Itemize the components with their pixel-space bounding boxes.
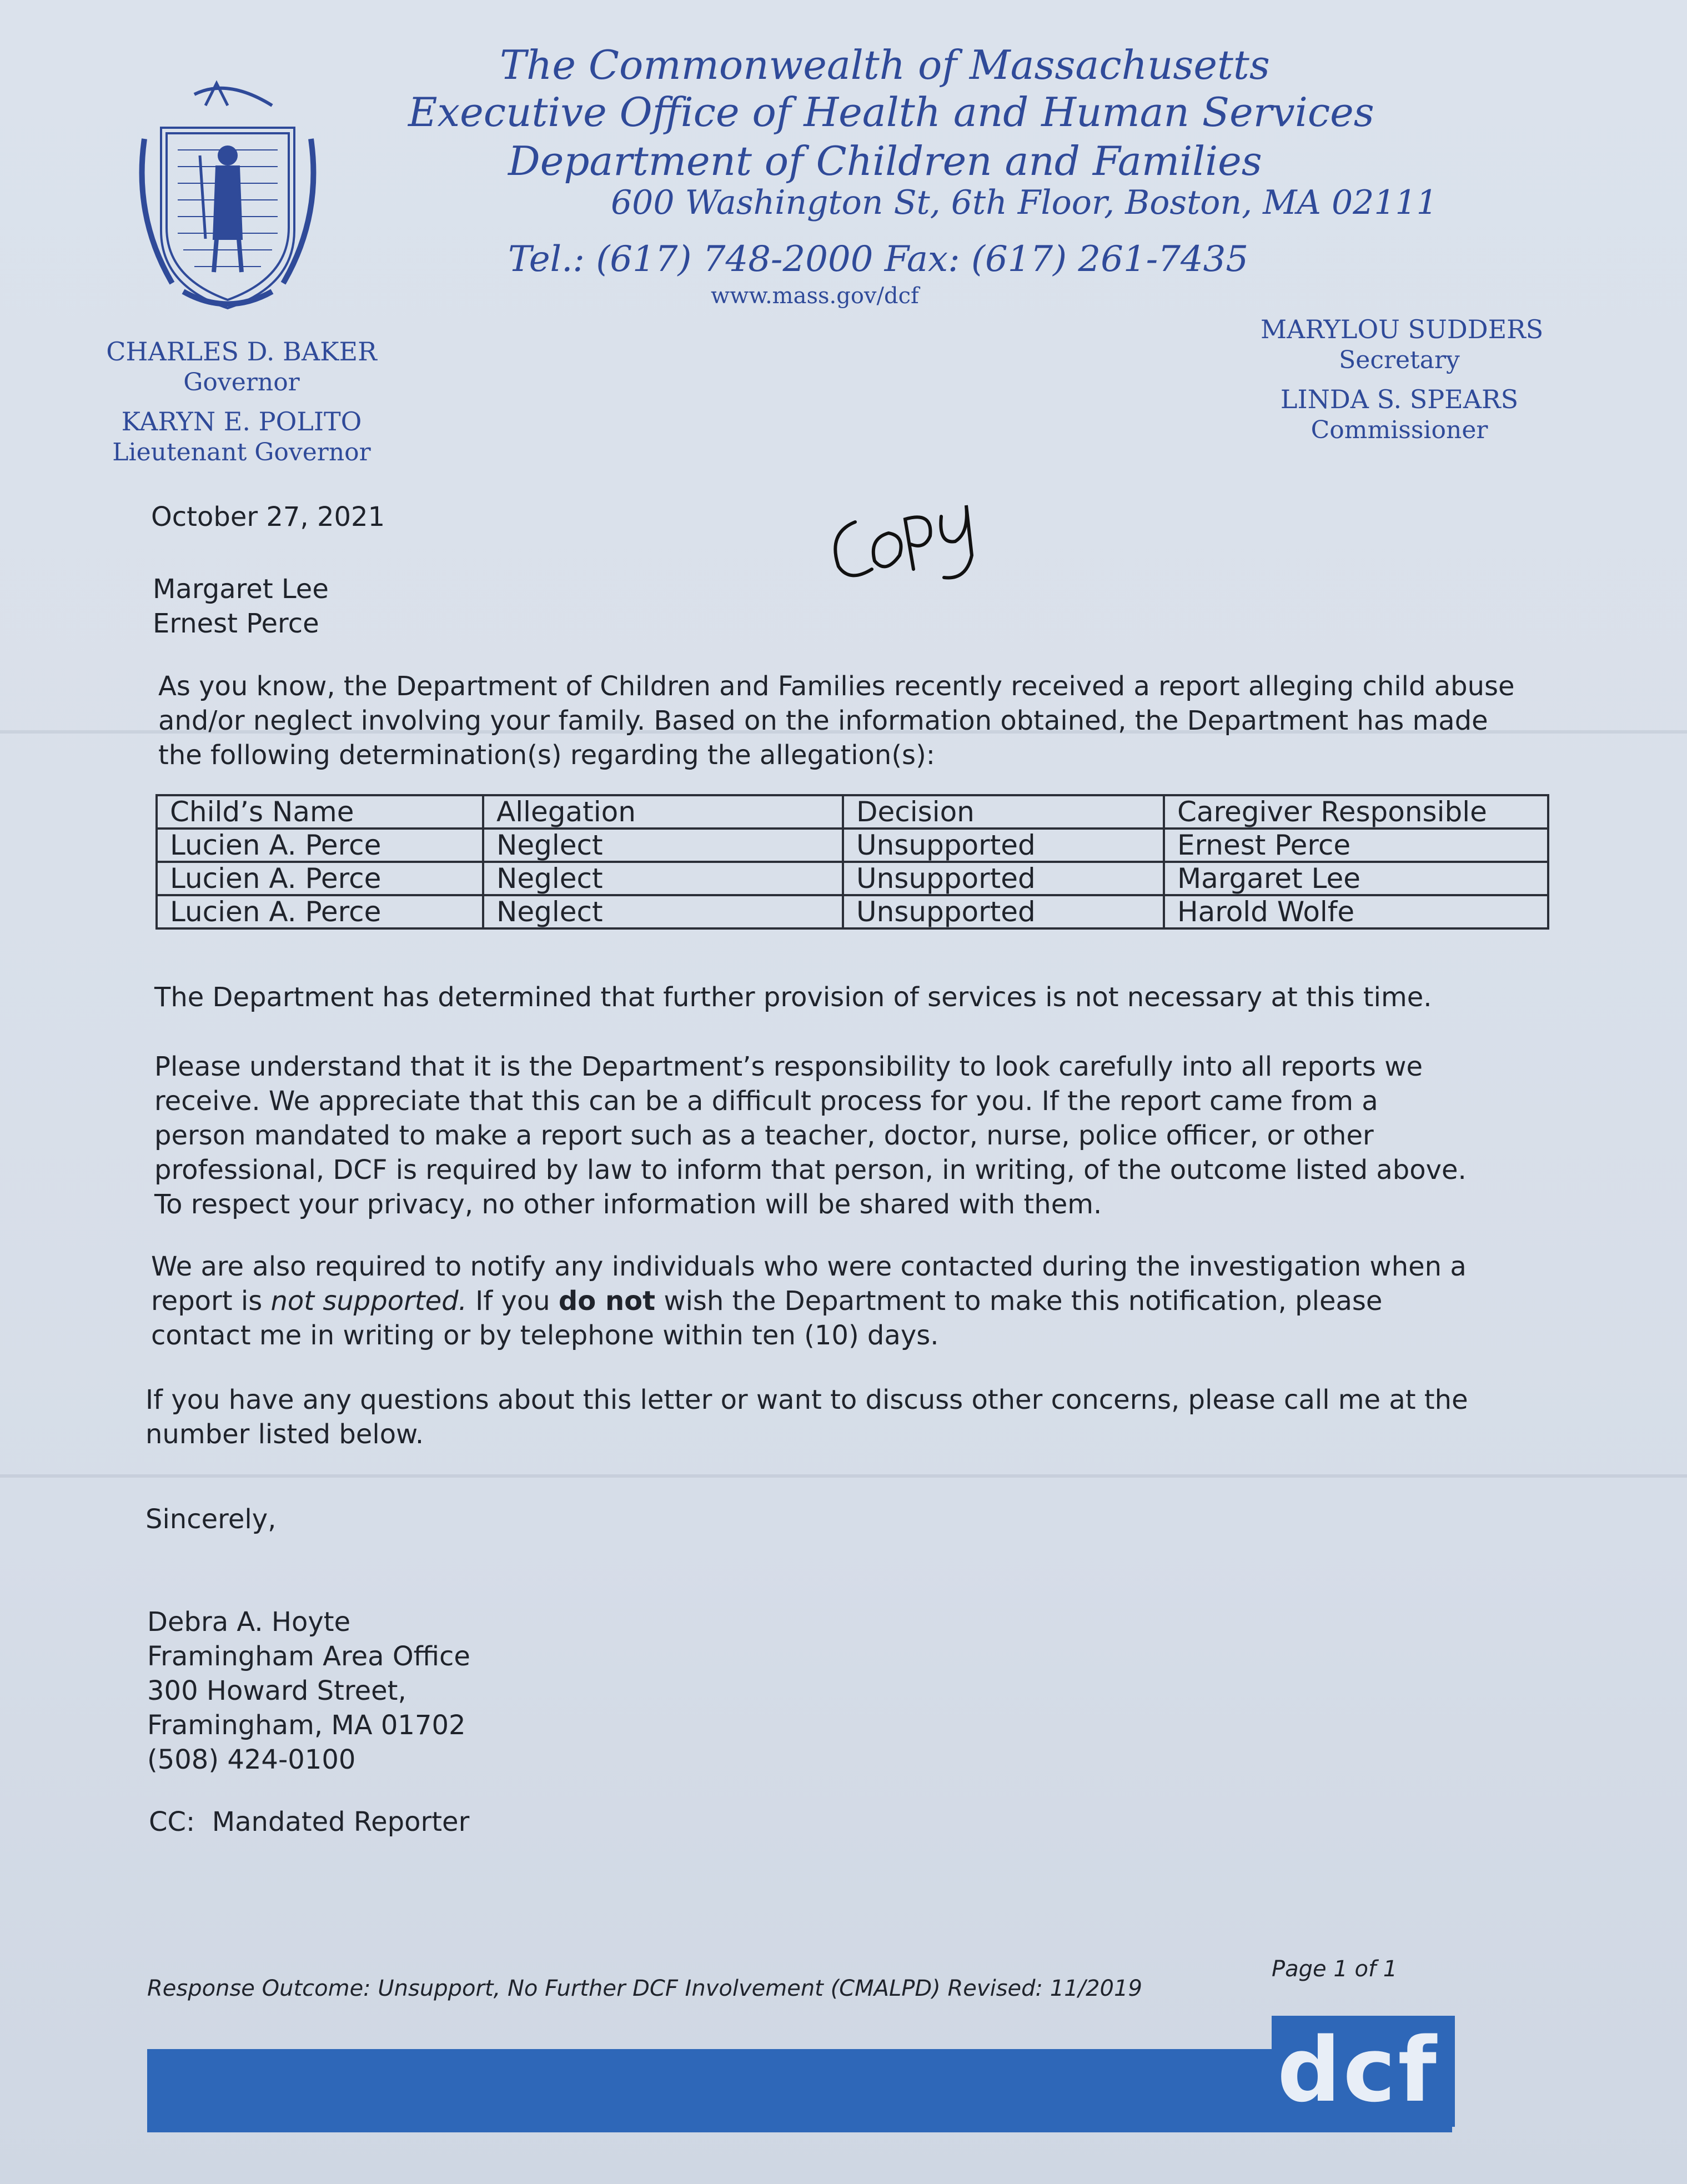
intro-paragraph xyxy=(158,669,1547,772)
table-cell: Neglect xyxy=(483,829,843,862)
official-title: Governor xyxy=(183,368,300,396)
column-header: Decision xyxy=(843,795,1164,829)
signature-line: 300 Howard Street, xyxy=(147,1675,406,1706)
left-officials xyxy=(106,336,378,468)
table-cell: Neglect xyxy=(483,895,843,928)
allegation-table xyxy=(155,794,1549,930)
official-title: Secretary xyxy=(1339,346,1460,374)
closing: Sincerely, xyxy=(145,1504,277,1535)
paragraph-line: professional, DCF is required by law to inform that person, in writing, of the outcome listed above. xyxy=(154,1154,1467,1186)
header-department: Department of Children and Families xyxy=(508,138,1262,184)
table-cell: Lucien A. Perce xyxy=(157,862,483,895)
table-cell: Unsupported xyxy=(843,895,1164,928)
table-header-row xyxy=(157,795,1548,829)
recipient: Margaret Lee xyxy=(153,574,329,605)
table-cell: Neglect xyxy=(483,862,843,895)
paper-fold xyxy=(0,1474,1687,1478)
recipient: Ernest Perce xyxy=(153,608,319,639)
table-cell: Unsupported xyxy=(843,862,1164,895)
paragraph-line xyxy=(151,1284,1539,1318)
paragraph-line: receive. We appreciate that this can be a difficult process for you. If the report came from a xyxy=(154,1086,1378,1117)
signature-line: Debra A. Hoyte xyxy=(147,1606,351,1638)
official-name: CHARLES D. BAKER xyxy=(106,337,377,366)
signature-line: (508) 424-0100 xyxy=(147,1744,356,1775)
official-title: Lieutenant Governor xyxy=(112,438,371,466)
table-cell: Lucien A. Perce xyxy=(157,895,483,928)
table-row xyxy=(157,895,1548,928)
official-name: KARYN E. POLITO xyxy=(121,406,362,436)
italic-span: not supported. xyxy=(270,1286,467,1317)
footer-outcome: Response Outcome: Unsupport, No Further DCF Involvement (CMALPD) Revised: 11/2019 xyxy=(147,1976,1142,2001)
header-executive-office: Executive Office of Health and Human Services xyxy=(408,89,1374,135)
paragraph-line: Please understand that it is the Department’s responsibility to look carefully into all reports we xyxy=(154,1051,1423,1082)
paragraph-line: number listed below. xyxy=(145,1419,424,1450)
paragraph-line: contact me in writing or by telephone within ten (10) days. xyxy=(151,1320,939,1351)
footer-page: Page 1 of 1 xyxy=(1272,1956,1398,1982)
notification-paragraph xyxy=(151,1249,1539,1353)
intro-line: the following determination(s) regarding the allegation(s): xyxy=(158,740,935,771)
header-commonwealth: The Commonwealth of Massachusetts xyxy=(500,42,1270,88)
paragraph-line: person mandated to make a report such as a teacher, doctor, nurse, police officer, or other xyxy=(154,1120,1374,1151)
header-address: 600 Washington St, 6th Floor, Boston, MA 02111 xyxy=(611,183,1438,222)
questions-paragraph xyxy=(145,1383,1534,1452)
table-cell: Unsupported xyxy=(843,829,1164,862)
column-header: Child’s Name xyxy=(157,795,483,829)
table-cell: Harold Wolfe xyxy=(1164,895,1548,928)
text-span: report is xyxy=(151,1286,271,1317)
dcf-logo-text: dcf xyxy=(1277,2018,1439,2122)
footer-bar xyxy=(147,2049,1452,2132)
signature-line: Framingham, MA 01702 xyxy=(147,1710,466,1741)
intro-line: and/or neglect involving your family. Based on the information obtained, the Department has made xyxy=(158,705,1488,736)
bold-span: do not xyxy=(558,1286,656,1317)
column-header: Allegation xyxy=(483,795,843,829)
table-cell: Ernest Perce xyxy=(1164,829,1548,862)
handwritten-copy-mark xyxy=(816,472,1000,583)
massachusetts-seal-icon xyxy=(133,72,322,317)
text-span: If you xyxy=(466,1286,559,1317)
header-phone: Tel.: (617) 748-2000 Fax: (617) 261-7435 xyxy=(508,239,1249,280)
responsibility-paragraph xyxy=(154,1050,1543,1222)
table-row xyxy=(157,829,1548,862)
paragraph-line: If you have any questions about this letter or want to discuss other concerns, please call me at the xyxy=(145,1384,1468,1415)
intro-line: As you know, the Department of Children and Families recently received a report alleging child abuse xyxy=(158,671,1515,702)
paragraph-line: We are also required to notify any individuals who were contacted during the investigation when a xyxy=(151,1251,1467,1282)
right-officials xyxy=(1261,314,1544,446)
table-row xyxy=(157,862,1548,895)
official-name: MARYLOU SUDDERS xyxy=(1261,314,1544,344)
signature-block xyxy=(147,1605,470,1777)
table-cell: Margaret Lee xyxy=(1164,862,1548,895)
text-span: wish the Department to make this notification, please xyxy=(655,1286,1383,1317)
signature-line: Framingham Area Office xyxy=(147,1641,470,1672)
table-cell: Lucien A. Perce xyxy=(157,829,483,862)
letter-date: October 27, 2021 xyxy=(151,501,385,533)
paragraph-line: To respect your privacy, no other information will be shared with them. xyxy=(154,1189,1102,1220)
services-paragraph: The Department has determined that further provision of services is not necessary at this time. xyxy=(154,982,1432,1013)
official-title: Commissioner xyxy=(1311,416,1488,444)
cc-line: CC: Mandated Reporter xyxy=(149,1806,470,1837)
official-name: LINDA S. SPEARS xyxy=(1280,384,1519,414)
column-header: Caregiver Responsible xyxy=(1164,795,1548,829)
header-website: www.mass.gov/dcf xyxy=(711,283,919,309)
